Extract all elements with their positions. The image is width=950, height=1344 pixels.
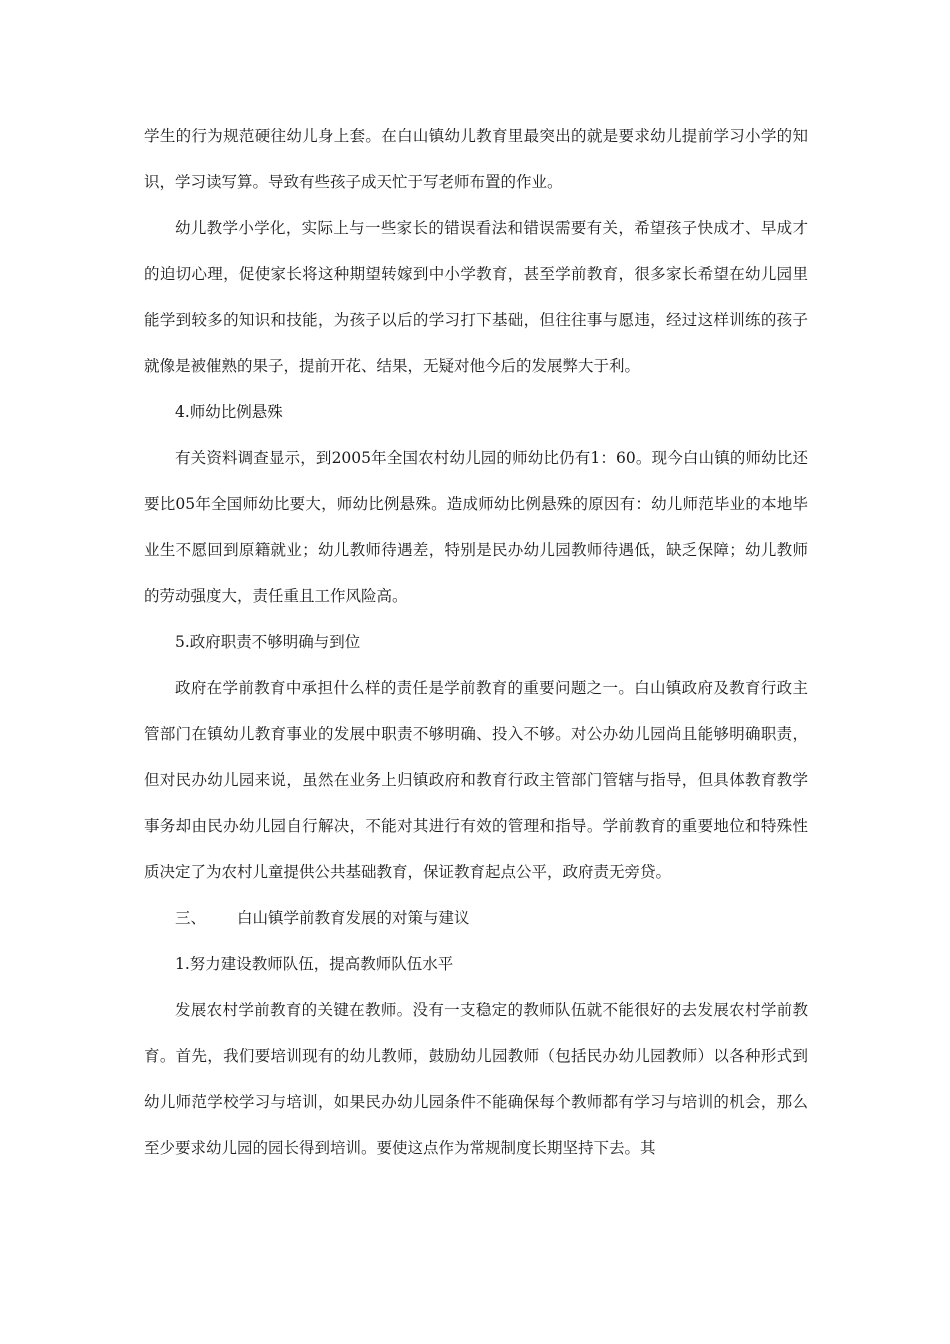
body-paragraph: 有关资料调查显示，到2005年全国农村幼儿园的师幼比仍有1：60。现今白山镇的师幼比还要比05年全国师幼比要大，师幼比例悬殊。造成师幼比例悬殊的原因有：幼儿师范毕业的本地毕业生不愿回到原籍就业；幼儿教师待遇差，特别是民办幼儿园教师待遇低，缺乏保障；幼儿教师的劳动强度大，责任重且工作风险高。 [144, 449, 808, 605]
body-paragraph: 政府在学前教育中承担什么样的责任是学前教育的重要问题之一。白山镇政府及教育行政主管部门在镇幼儿教育事业的发展中职责不够明确、投入不够。对公办幼儿园尚且能够明确职责，但对民办幼儿园来说，虽然在业务上归镇政府和教育行政主管部门管辖与指导，但具体教育教学事务却由民办幼儿园自行解决，不能对其进行有效的管理和指导。学前教育的重要地位和特殊性质决定了为农村儿童提供公共基础教育，保证教育起点公平，政府责无旁贷。 [144, 679, 808, 881]
section-number: 三、 [175, 909, 207, 927]
subsection-heading: 5.政府职责不够明确与到位 [175, 633, 361, 651]
body-paragraph: 学生的行为规范硬往幼儿身上套。在白山镇幼儿教育里最突出的就是要求幼儿提前学习小学的知识，学习读写算。导致有些孩子成天忙于写老师布置的作业。 [144, 127, 808, 191]
body-paragraph: 发展农村学前教育的关键在教师。没有一支稳定的教师队伍就不能很好的去发展农村学前教育。首先，我们要培训现有的幼儿教师，鼓励幼儿园教师（包括民办幼儿园教师）以各种形式到幼儿师范学校学习与培训，如果民办幼儿园条件不能确保每个教师都有学习与培训的机会，那么至少要求幼儿园的园长得到培训。要使这点作为常规制度长期坚持下去。其 [144, 1001, 808, 1157]
subsection-heading: 1.努力建设教师队伍，提高教师队伍水平 [175, 955, 454, 973]
body-paragraph: 幼儿教学小学化，实际上与一些家长的错误看法和错误需要有关，希望孩子快成才、早成才的迫切心理，促使家长将这种期望转嫁到中小学教育，甚至学前教育，很多家长希望在幼儿园里能学到较多的知识和技能，为孩子以后的学习打下基础，但往往事与愿违，经过这样训练的孩子就像是被催熟的果子，提前开花、结果，无疑对他今后的发展弊大于利。 [144, 219, 808, 375]
section-title: 白山镇学前教育发展的对策与建议 [237, 909, 470, 927]
subsection-heading: 4.师幼比例悬殊 [175, 403, 283, 421]
section-heading [144, 895, 808, 941]
document-page [144, 113, 808, 1171]
